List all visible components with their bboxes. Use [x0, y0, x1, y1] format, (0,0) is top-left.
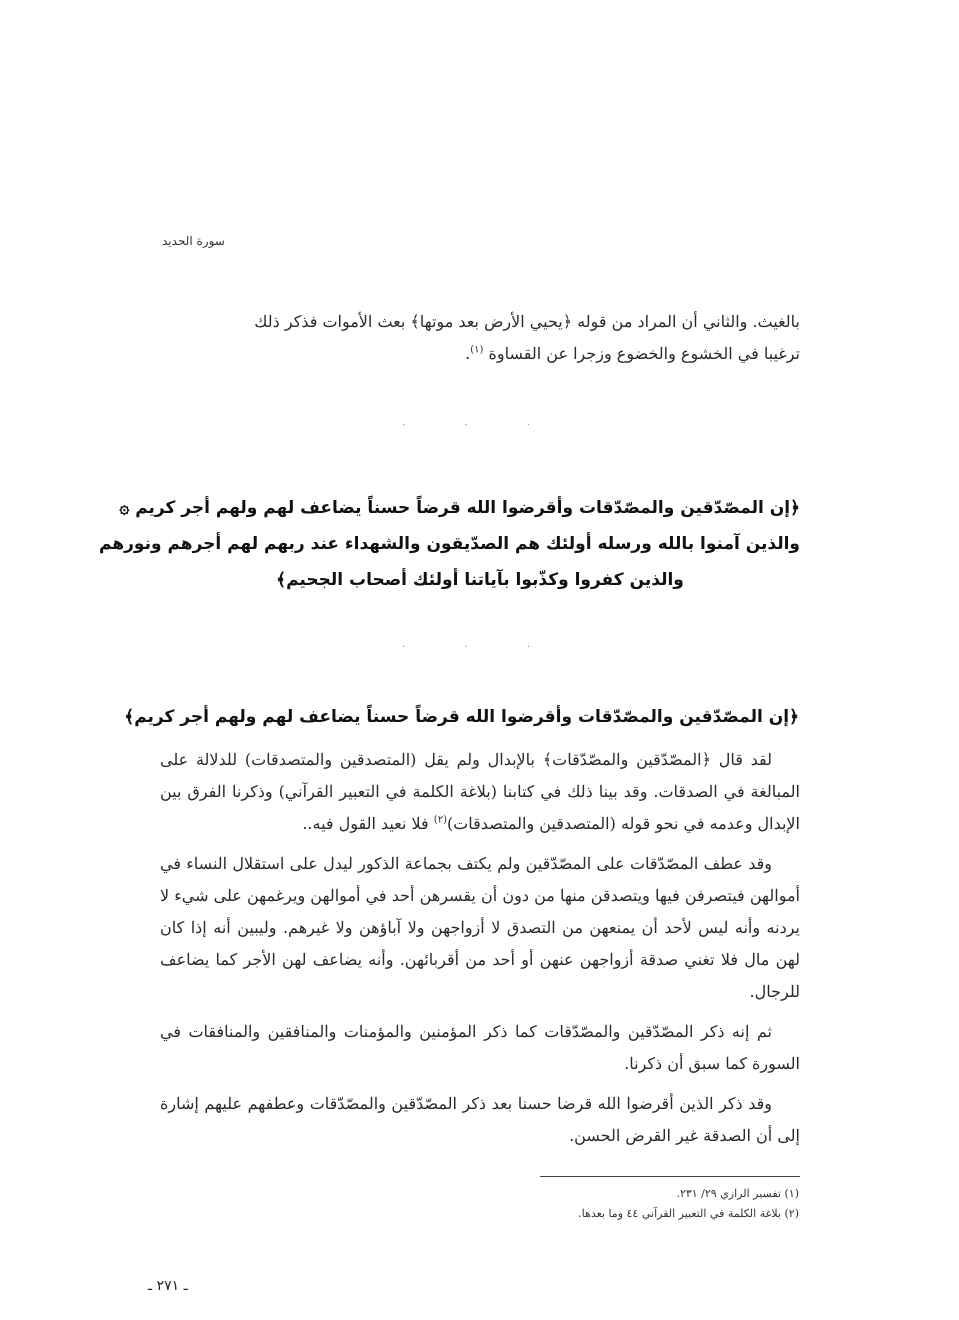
footnotes: [578, 1184, 799, 1224]
footnote-divider: [540, 1176, 800, 1177]
paragraph-1: [160, 744, 800, 840]
paragraph-3: ثم إنه ذكر المصّدّقين والمصّدّقات كما ذكر المؤمنين والمؤمنات والمنافقين والمنافقات في السورة كما سبق أن ذكرنا.: [160, 1022, 800, 1073]
footnote-1: (١) تفسير الرازي ٢٩/ ٢٣١.: [676, 1187, 799, 1200]
paragraph-1-end: فلا نعيد القول فيه..: [302, 814, 434, 833]
footnote-ref-1: (١): [470, 344, 484, 356]
separator-dots-1: · · ·: [402, 420, 558, 431]
intro-line-2-text: ترغيبا في الخشوع والخضوع وزجرا عن القساوة: [488, 344, 800, 363]
verse-block: [99, 490, 800, 598]
running-header: سورة الحديد: [162, 234, 225, 248]
paragraph-4: وقد ذكر الذين أقرضوا الله قرضا حسنا بعد ذكر المصّدّقين والمصّدّقات وعطفهم عليهم إشارة إلى أن الصدقة غير القرض الحسن.: [160, 1094, 800, 1145]
paragraph-2: وقد عطف المصّدّقات على المصّدّقين ولم يكتف بجماعة الذكور ليدل على استقلال النساء في أموالهن فيتصرفن فيها ويتصدقن منها من دون أن يقسرهن أحد في أموالهن ويرغمهن على شيء لا يردنه وأنه ليس لأحد أن يمنعهن من التصدق لا أزواجهن ولا آباؤهن ولا غيرهم. وليبين أنه إذا كان لهن مال فلا تغني صدقة أزواجهن عنهن أو أحد من أقربائهن. وأنه يضاعف لهن الأجر كما يضاعف للرجال.: [160, 854, 800, 1001]
intro-line-1: بالغيث. والثاني أن المراد من قوله ﴿يحيي الأرض بعد موتها﴾ بعث الأموات فذكر ذلك: [254, 312, 800, 331]
paragraph-1-text: لقد قال ﴿المصّدّقين والمصّدّقات﴾ بالإبدال ولم يقل (المتصدقين والمتصدقات) للدلالة على المبالغة في الصدقات. وقد بينا ذلك في كتابنا (بلاغة الكلمة في التعبير القرآني) وذكرنا الفرق بين الإبدال وعدمه في نحو قوله (المتصدقين والمتصدقات): [160, 750, 800, 833]
main-text: [160, 744, 800, 1152]
verse-line-1: ﴿إن المصّدّقين والمصّدّقات وأقرضوا الله قرضاً حسناً يضاعف لهم ولهم أجر كريم ۞: [119, 498, 800, 518]
intro-line-2: [160, 338, 800, 370]
intro-paragraph: [160, 306, 800, 370]
verse-line-2: والذين آمنوا بالله ورسله أولئك هم الصدّيقون والشهداء عند ربهم لهم أجرهم ونورهم: [99, 534, 800, 554]
page-number: ـ ٢٧١ ـ: [148, 1278, 188, 1294]
separator-dots-2: · · ·: [402, 642, 558, 653]
footnote-ref-2: (٢): [433, 814, 447, 826]
footnote-2: (٢) بلاغة الكلمة في التعبير القرآني ٤٤ وما بعدها.: [578, 1207, 799, 1220]
intro-line-2-end: .: [465, 344, 471, 363]
section-heading: ﴿إن المصّدّقين والمصّدّقات وأقرضوا الله قرضاً حسناً يضاعف لهم ولهم أجر كريم﴾: [124, 707, 799, 727]
verse-line-3: والذين كفروا وكذّبوا بآياتنا أولئك أصحاب الجحيم﴾: [276, 570, 684, 590]
